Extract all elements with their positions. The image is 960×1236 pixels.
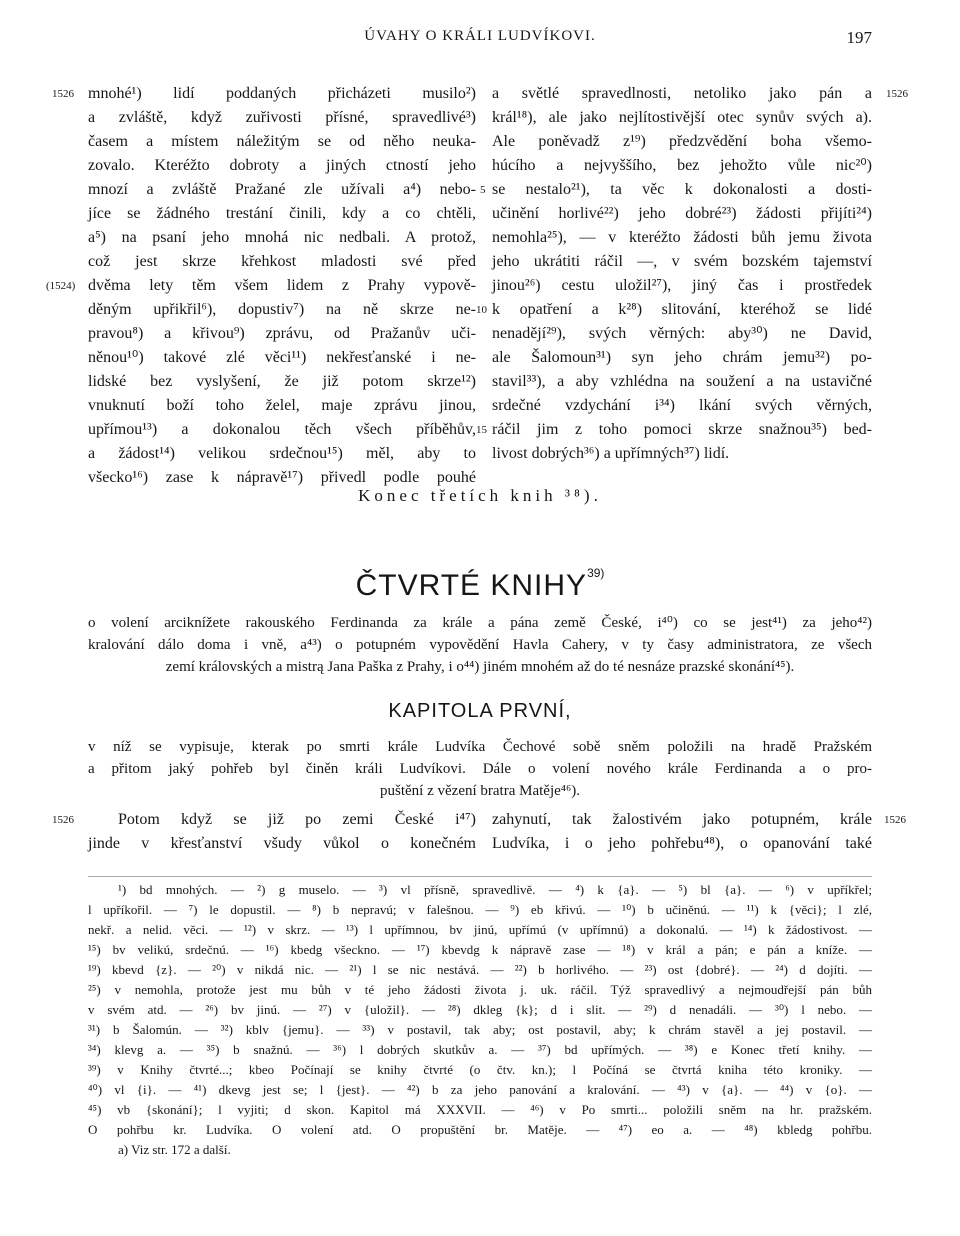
footnotes	[88, 880, 872, 1160]
footnote-rule	[88, 876, 872, 877]
margin-year: 1526	[884, 814, 906, 826]
text-line: král¹⁸), ale jako nejlítostivější otec synův svých a).	[492, 109, 872, 126]
summary-line: zemí královských a mistrą Jana Paška z Prahy, i o⁴⁴) jiném mnohém až do té nesnáze prazské skonání⁴⁵).	[165, 659, 795, 675]
margin-year: 1526	[52, 814, 74, 826]
text-line: mnohé¹) lidí poddaných přicházeti musilo²)	[88, 85, 476, 102]
summary-line: puštění z vězení bratra Matěje⁴⁶).	[380, 783, 580, 799]
line-number: 15	[476, 424, 487, 436]
text-line: děným upřikřil⁶), dopustiv⁷) na ně skrze ne-	[88, 301, 476, 318]
text-line: a⁵) na psaní jeho mnohá nic nedbali. A protož,	[88, 229, 476, 246]
text-line: ale Šalomoun³¹) syn jeho chrám jemu³²) po-	[492, 349, 872, 366]
footnote-line: ¹⁹) kbevd {z}. — ²⁰) v nikdá nic. — ²¹) l se nic nestává. — ²²) b horlivého. — ²³) ost {dobré}. — ²⁴) d dojíti. —	[88, 962, 872, 977]
text-line: ráčil jim z toho pomoci skrze snažnou³⁵) bed-	[492, 421, 872, 438]
text-line: livost dobrých³⁶) a upřímných³⁷) lidí.	[492, 445, 730, 462]
text-line: jinde v křesťanství všudy vůkol o konečném	[88, 835, 476, 852]
footnote-line: O pohřbu kr. Ludvíka. O volení atd. O propuštění br. Matěje. — ⁴⁷) eo a. — ⁴⁸) kbledg pohřbu.	[88, 1122, 872, 1137]
right-text-column	[492, 82, 872, 466]
colophon: Konec třetích knih ³⁸).	[358, 486, 602, 505]
text-line: se nestalo²¹), ta věc k dokonalosti a dosti-	[492, 181, 872, 198]
text-line: upřímou¹³) a dokonalou těch všech příběhův,	[88, 421, 476, 438]
book-title-note: 39)	[587, 566, 605, 580]
text-line: vnuknutí boží toho želel, maje zprávu jinou,	[88, 397, 476, 414]
text-line: a žádost¹⁴) velikou srdečnou¹⁵) měl, aby to	[88, 445, 476, 462]
book-summary	[88, 612, 872, 678]
text-line: mnozí a zvláště Pražané zle užívali a⁴) nebo-	[88, 181, 476, 198]
line-number: 5	[480, 184, 486, 196]
page-header	[0, 28, 960, 54]
footnote-line: ⁴⁰) vl {i}. — ⁴¹) dkevg jest se; l {jest}. — ⁴²) b za jeho panování a kralování. — ⁴³) v {a}. — ⁴⁴) v {o}. —	[88, 1082, 872, 1097]
text-line: a světlé spravedlnosti, netoliko jako pán a	[492, 85, 872, 102]
text-line: k opatření a k²⁸) slitování, kteréhož se lidé	[492, 301, 872, 318]
text-line: jinou²⁶) cestu uložil²⁷), jiný čas i prostředek	[492, 277, 872, 294]
text-line: Ludvíka, i o jeho pohřebu⁴⁸), o opanování také	[492, 835, 872, 852]
text-line: nenadějí²⁹), svých věrných: aby³⁰) ne David,	[492, 325, 872, 342]
chapter-title: KAPITOLA PRVNÍ,	[388, 700, 572, 722]
footnote-line: ³⁴) klevg a. — ³⁵) b snažnú. — ³⁶) l dobrých skutkův a. — ³⁷) bd upřímých. — ³⁸) e Konec třetí knihy. —	[88, 1042, 872, 1057]
footnote-line: v svém atd. — ²⁶) bv jinú. — ²⁷) v {uložil}. — ²⁸) dkleg {k}; d i slit. — ²⁹) d nenadáli. — ³⁰) l nebo. —	[88, 1002, 872, 1017]
text-line: jeho ukrátiti ráčil —, v svém bozském tajemství	[492, 253, 872, 270]
margin-year: 1526	[886, 88, 908, 100]
footnote-line: ¹⁵) bv velikú, srdečnú. — ¹⁶) kbedg všeckno. — ¹⁷) kbevdg k nápravě zase — ¹⁸) v král a pán; e pán a kníže. —	[88, 942, 872, 957]
text-line: stavil³³), a aby vzhlédna na soužení a na ustavičné	[492, 373, 872, 390]
chapter-text-right	[492, 808, 872, 856]
page-number: 197	[846, 28, 872, 47]
left-text-column	[88, 82, 476, 490]
text-line: časem a místem náležitým se od něho neuka-	[88, 133, 476, 150]
footnote-line: ⁴⁵) vb {skonání}; l vyjiti; d skon. Kapitol má XXXVII. — ⁴⁶) v Po smrti... položili sněm na hr. pražském.	[88, 1102, 872, 1117]
chapter-text-left	[88, 808, 476, 856]
text-line: pravou⁸) a křivou⁹) zprávu, od Pražanův uči-	[88, 325, 476, 342]
margin-year: (1524)	[46, 280, 76, 292]
book-title	[0, 566, 960, 603]
summary-line: kralování dálo doma i vně, a⁴³) o potupném vypovědění Havla Cahery, v ty časy administratora, ze všech	[88, 637, 872, 653]
chapter-summary	[88, 736, 872, 802]
text-line: něnou¹⁰) takové zlé věci¹¹) nekřesťanské i ne-	[88, 349, 476, 366]
footnote-line: a) Viz str. 172 a další.	[118, 1142, 231, 1157]
footnote-line: ¹) bd mnohých. — ²) g muselo. — ³) vl přísně, spravedlivě. — ⁴) k {a}. — ⁵) bl {a}. — ⁶) v upříkřel;	[118, 882, 872, 897]
footnote-line: nekř. a nelid. věci. — ¹²) v skrz. — ¹³) l upřímnou, bv jinú, upřímú (v upřímnú) a dokonalú. — ¹⁴) k žádostivost. —	[88, 922, 872, 937]
margin-year: 1526	[52, 88, 74, 100]
summary-line: o volení arciknížete rakouského Ferdinanda za krále a pána země České, i⁴⁰) co se jest⁴¹) za jeho⁴²)	[88, 615, 872, 631]
text-line: nemohla²⁵), — v kteréžto žádosti bůh jemu života	[492, 229, 872, 246]
text-line: Potom když se již po zemi České i⁴⁷)	[118, 811, 476, 828]
text-line: húcího a nejvyššího, bez jehožto vůle nic²⁰)	[492, 157, 872, 174]
book-title-text: ČTVRTÉ KNIHY	[355, 569, 588, 602]
footnote-line: ³¹) b Šalomún. — ³²) kblv {jemu}. — ³³) v postavil, tak aby; ost postavil, aby; k chrám stavěl a jej postavil. —	[88, 1022, 872, 1037]
footnote-line: l upříkořil. — ⁷) le dopustil. — ⁸) b nepravú; v falešnou. — ⁹) eb křivú. — ¹⁰) b učiněnú. — ¹¹) k {věci}; l zlé,	[88, 902, 872, 917]
running-title: ÚVAHY O KRÁLI LUDVÍKOVI.	[364, 28, 596, 44]
text-line: učinění horlivé²²) jeho dobré²³) žádosti přijíti²⁴)	[492, 205, 872, 222]
text-line: dvěma lety těm všem lidem z Prahy vypově-	[88, 277, 476, 294]
text-line: zahynutí, tak žalostivém jako potupném, krále	[492, 811, 872, 828]
footnote-line: ²⁵) v nemohla, protože jest mu bůh v té jeho žádosti života j. uk. ráčil. Týž spravedlivý a nejmoudřejší pán bůh	[88, 982, 872, 997]
text-line: což jest skrze křehkost mladosti své před	[88, 253, 476, 270]
text-line: všecko¹⁶) zase k nápravě¹⁷) přivedl podle pouhé	[88, 469, 476, 486]
text-line: Ale poněvadž z¹⁹) předzvědění boha všemo-	[492, 133, 872, 150]
text-line: jíce se žádného trestání činili, kdy a co chtěli,	[88, 205, 476, 222]
text-line: srdečné vzdychání i³⁴) lkání svých věrných,	[492, 397, 872, 414]
line-number: 10	[476, 304, 487, 316]
text-line: a zvláště, když zuřivosti přísné, spravedlivé³)	[88, 109, 476, 126]
footnote-line: ³⁹) v Knihy čtvrté...; kbeo Počínají se knihy čtvrté (o čtv. kn.); l Počíná se čtvrtá kniha této kroniky. —	[88, 1062, 872, 1077]
summary-line: a přitom jaký pohřeb byl činěn králi Ludvíkovi. Dále o volení nového krále Ferdinanda a o pro-	[88, 761, 872, 777]
summary-line: v níž se vypisuje, kterak po smrti krále Ludvíka Čechové sobě sněm položili na hradě Pražském	[88, 739, 872, 755]
text-line: zovalo. Kteréžto dobroty a jiných ctností jeho	[88, 157, 476, 174]
text-line: lidské bez vyslyšení, že již potom skrze¹²)	[88, 373, 476, 390]
